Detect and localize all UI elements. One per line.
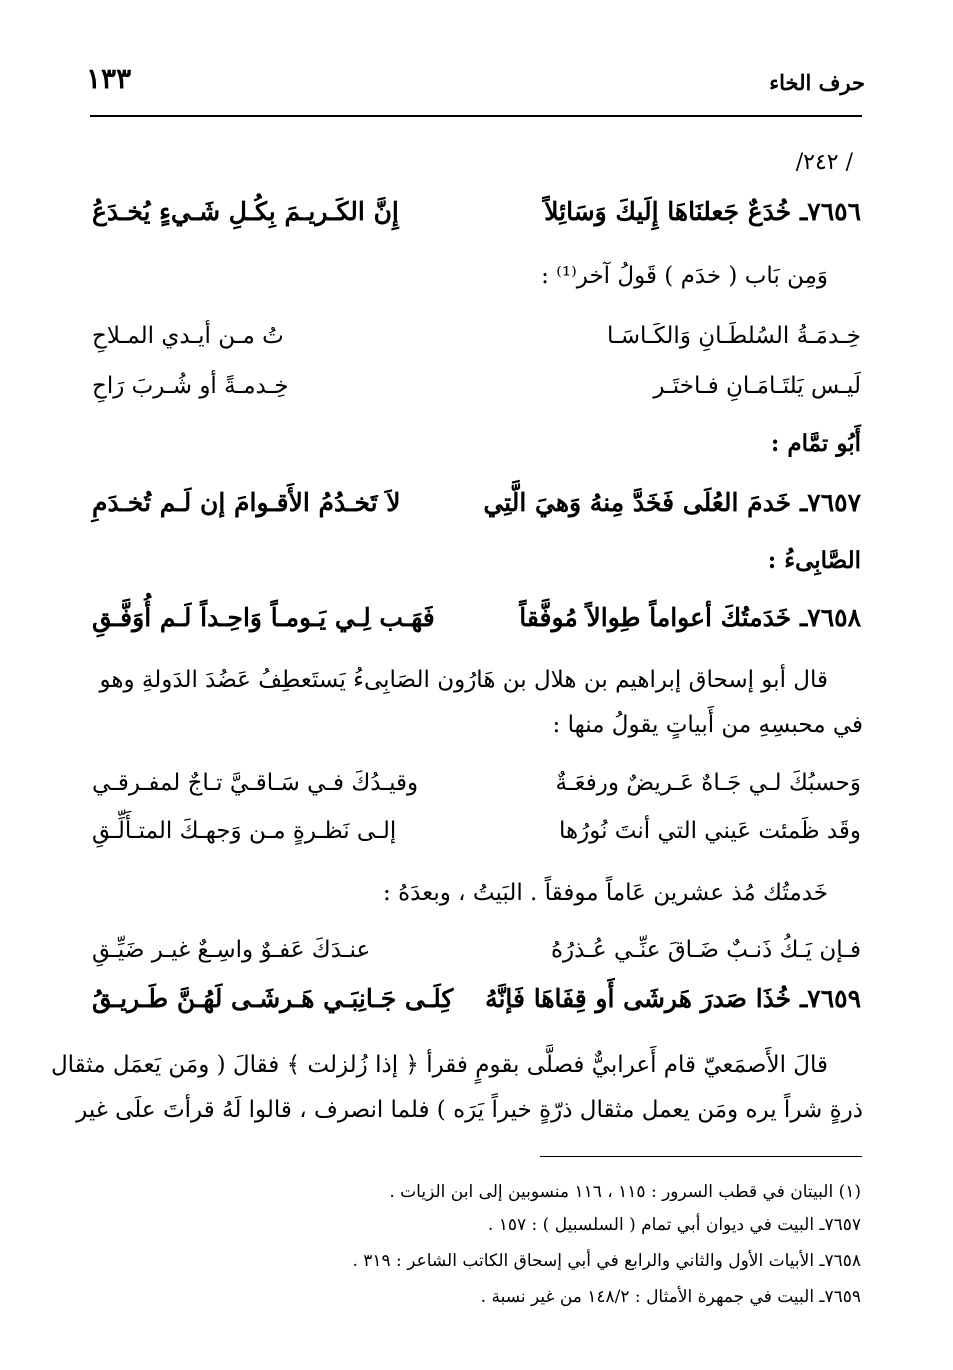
footnote-rule xyxy=(540,1156,862,1157)
prose2-line2: ذرةٍ شراً يره ومَن يعمل مثقال ذرّةٍ خيراً يَرَه ) فلما انصرف ، قالوا لَهُ قرأتَ علَى غير xyxy=(76,1097,863,1123)
verse-7656-second-hemistich: إِنَّ الكَـريـمَ بِكُـلِ شَـيءٍ يُخـدَعُ xyxy=(92,197,399,226)
poem2-line2-first: وقَد ظَمئت عَيني التي أنتَ نُورُها xyxy=(558,818,861,844)
poem1-line2-first: لَيـس يَلتَـامَـانِ فـاختَـر xyxy=(653,373,861,399)
footnote-7657: ٧٦٥٧ـ البيت في ديوان أبي تمام ( السلسبيل ) : ١٥٧ . xyxy=(487,1215,861,1235)
verse-7657-first-hemistich: ٧٦٥٧ـ خَدمَ العُلَى فَخَدَّ مِنهُ وَهيَ الَّتِي xyxy=(483,488,861,517)
header-rule xyxy=(90,115,862,117)
poet-abu-tammam: أَبُو تمَّام : xyxy=(770,430,861,457)
verse-7656-first-hemistich: ٧٦٥٦ـ خُدَعٌ جَعلنَاهَا إِلَيكَ وَسَائِلاً xyxy=(544,197,861,226)
poem3-line1-first: فـإن يَـكُ ذَنـبٌ ضَـاقَ عنِّـي عُـذرُهُ xyxy=(550,937,861,963)
running-header-title: حرف الخاء xyxy=(769,70,865,95)
poem1-line1-second: تُ مـن أيـدي المـلاحِ xyxy=(92,323,284,349)
verse-7659-second-hemistich: كِلَـى جَـانِبَـي هَـرشَـى لَهُـنَّ طَـريـقُ xyxy=(92,984,454,1013)
poem2-line1-first: وَحسبُكَ لـي جَـاهٌ عَـريضٌ ورفعَـةٌ xyxy=(555,770,861,796)
footnote-1: (١) البيتان في قطب السرور : ١١٥ ، ١١٦ منسوبين إلى ابن الزيات . xyxy=(389,1182,861,1202)
poem1-line1-first: خِـدمَـةُ السُلطَـانِ وَالكَـاسَـا xyxy=(606,323,861,349)
footnote-7658: ٧٦٥٨ـ الأبيات الأول والثاني والرابع في أبي إسحاق الكاتب الشاعر : ٣١٩ . xyxy=(352,1251,861,1271)
poem2-line1-second: وقيـدُكَ فـي سَـاقـيَّ تـاجٌ لمفـرقـي xyxy=(92,770,419,796)
poem2-line2-second: إلـى نَظـرةٍ مـن وَجهـكَ المتـأَلِّـقِ xyxy=(92,818,397,844)
prose1-line2: في محبسِهِ من أَبياتٍ يقولُ منها : xyxy=(552,712,863,738)
verse-7658-first-hemistich: ٧٦٥٨ـ خَدَمتُكَ أعواماً طِوالاً مُوفَّقاً xyxy=(519,603,861,632)
verse-7658-second-hemistich: فَهَـب لِـي يَـومـاً وَاحِـداً لَـم أُوَفَّـقِ xyxy=(92,603,435,632)
footnote-7659: ٧٦٥٩ـ البيت في جمهرة الأمثال : ١٤٨/٢ من غير نسبة . xyxy=(480,1287,861,1307)
poem3-line1-second: عنـدَكَ عَفـوٌ واسِـعٌ غيـر ضَيِّـقِ xyxy=(92,937,371,963)
poet-sabi: الصَّابِىءُ : xyxy=(767,547,861,574)
page-number: ١٣٣ xyxy=(86,62,132,95)
verse-7659-first-hemistich: ٧٦٥٩ـ خُذَا صَدرَ هَرشَى أَو قِفَاهَا فَإنَّهُ xyxy=(485,984,861,1013)
mid-line: خَدمتُك مُذ عشرين عَاماً موفقاً . البَيتُ ، وبعدَهُ : xyxy=(383,880,828,906)
prose1-line1: قال أبو إسحاق إبراهيم بن هلال بن هَارُون الصَابِىءُ يَستَعطِفُ عَضُدَ الدَولةِ وهو xyxy=(99,667,828,693)
intro-khadam: وَمِن بَاب ( خدَم ) قَولُ آخر⁽¹⁾ : xyxy=(541,263,828,289)
entry-number: / ٢٤٢/ xyxy=(795,150,853,175)
verse-7657-second-hemistich: لاَ تَخـدُمُ الأَقـوامَ إن لَـم تُخـدَمِ xyxy=(92,488,401,517)
poem1-line2-second: خِـدمـةً أو شُـربَ رَاحِ xyxy=(92,373,289,399)
prose2-line1: قالَ الأَصمَعيّ قام أَعرابيٌّ فصلَّى بقومٍ فقرأ ﴿ إذا زُلزلت ﴾ فقالَ ( ومَن يَعمَل مثقال xyxy=(50,1052,828,1078)
